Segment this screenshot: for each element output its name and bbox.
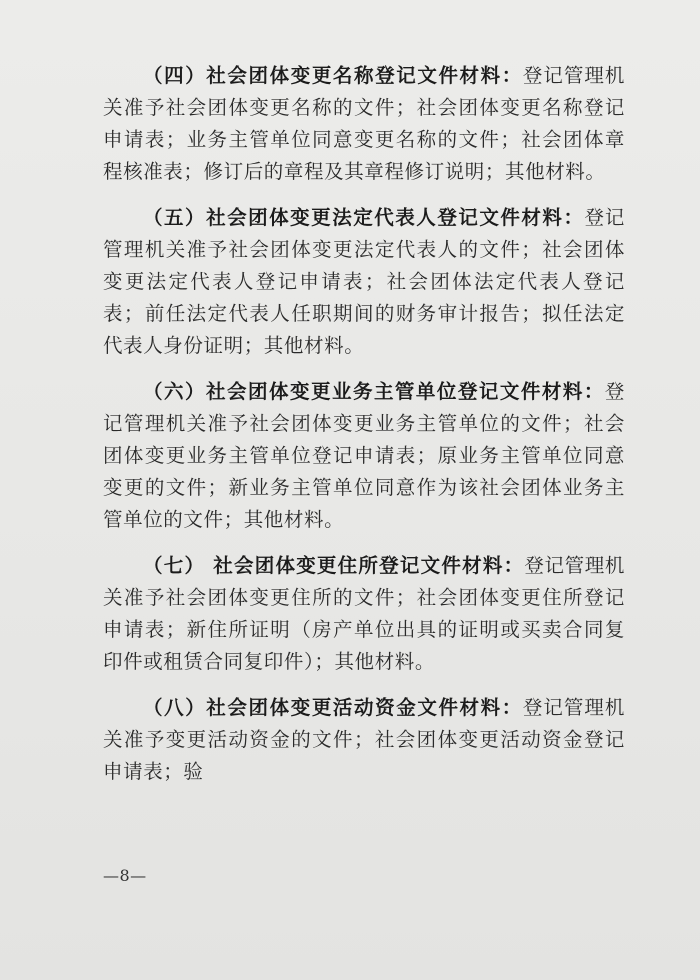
paragraph-text: 登记管理机关准予社会团体变更法定代表人的文件；社会团体变更法定代表人登记申请表；社会团体法定代表人登记表；前任法定代表人任职期间的财务审计报告；拟任法定代表人身份证明；其他材料。 [103, 206, 626, 357]
paragraph-8 [103, 692, 625, 788]
paragraph-heading: （七） 社会团体变更住所登记文件材料： [143, 554, 525, 577]
page-number: —8— [103, 866, 147, 885]
paragraph-heading: （六）社会团体变更业务主管单位登记文件材料： [143, 380, 605, 403]
paragraph-heading: （四）社会团体变更名称登记文件材料： [143, 64, 523, 87]
document-body [103, 60, 625, 802]
paragraph-4 [103, 60, 625, 188]
paragraph-text: 登记管理机关准予变更活动资金的文件；社会团体变更活动资金登记申请表；验 [103, 696, 625, 783]
paragraph-7 [103, 550, 625, 678]
paragraph-heading: （八）社会团体变更活动资金文件材料： [143, 696, 523, 719]
paragraph-5 [103, 202, 625, 362]
paragraph-6 [103, 376, 625, 536]
paragraph-text: 登记管理机关准予社会团体变更住所的文件；社会团体变更住所登记申请表；新住所证明（房产单位出具的证明或买卖合同复印件或租赁合同复印件）；其他材料。 [103, 554, 625, 673]
paragraph-text: 登记管理机关准予社会团体变更名称的文件；社会团体变更名称登记申请表；业务主管单位同意变更名称的文件；社会团体章程核准表；修订后的章程及其章程修订说明；其他材料。 [103, 64, 625, 183]
paragraph-heading: （五）社会团体变更法定代表人登记文件材料： [143, 206, 585, 229]
paragraph-text: 登记管理机关准予社会团体变更业务主管单位的文件；社会团体变更业务主管单位登记申请表；原业务主管单位同意变更的文件；新业务主管单位同意作为该社会团体业务主管单位的文件；其他材料。 [103, 380, 625, 531]
